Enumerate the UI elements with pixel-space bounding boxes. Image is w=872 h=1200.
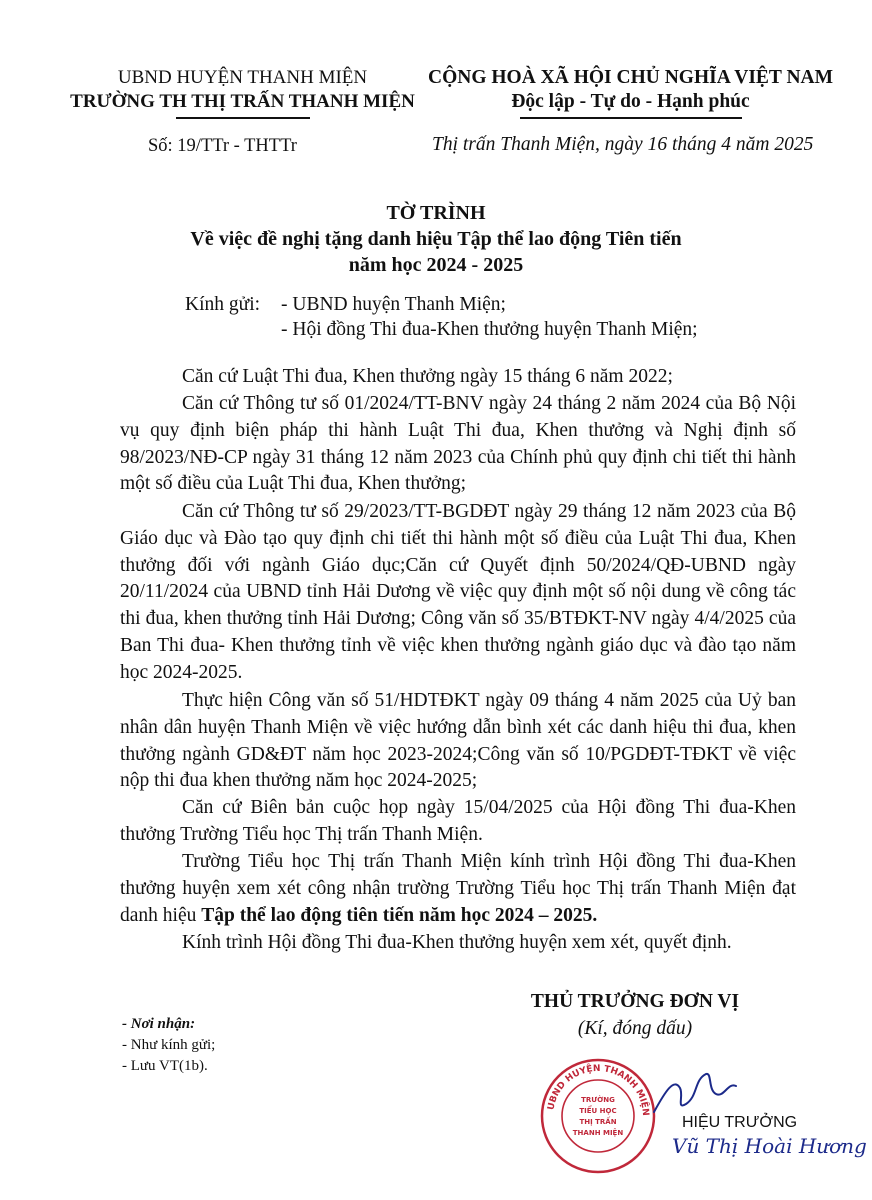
recipient-1: - UBND huyện Thanh Miện;	[281, 294, 506, 315]
org-line-1: UBND HUYỆN THANH MIỆN	[117, 67, 368, 88]
receivers-block	[122, 1014, 215, 1077]
award-title: Tập thể lao động tiên tiến năm học 2024 – 2025.	[201, 904, 598, 926]
issuing-organization	[55, 66, 430, 119]
stamp-ring-text: UBND HUYỆN THANH MIỆN	[546, 1063, 651, 1117]
paragraph-2: Căn cứ Thông tư số 01/2024/TT-BNV ngày 24 tháng 2 năm 2024 của Bộ Nội vụ quy định biện pháp thi hành Luật Thi đua, Khen thưởng và Nghị định số 98/2023/NĐ-CP ngày 31 tháng 12 năm 2023 của Chính phủ quy định chi tiết thi hành một số điều của Luật Thi đua, Khen thưởng;	[120, 393, 796, 495]
signature-block	[480, 988, 790, 1042]
org-line-2: TRƯỜNG TH THỊ TRẤN THANH MIỆN	[70, 91, 415, 112]
recipients-label: Kính gửi:	[185, 294, 261, 315]
paragraph-5: Căn cứ Biên bản cuộc họp ngày 15/04/2025 của Hội đồng Thi đua-Khen thưởng Trường Tiểu học Thị trấn Thanh Miện.	[120, 797, 796, 845]
org-underline	[176, 117, 310, 119]
paragraph-4: Thực hiện Công văn số 51/HDTĐKT ngày 09 tháng 4 năm 2025 của Uỷ ban nhân dân huyện Thanh Miện về việc hướng dẫn bình xét các danh hiệu thi đua, khen thưởng ngành GD&ĐT năm học 2023-2024;Công văn số 10/PGDĐT-TĐKT về việc nộp thi đua khen thưởng năm học 2024-2025;	[120, 690, 796, 792]
document-number: Số: 19/TTr - THTTr	[148, 136, 297, 156]
nation-line-2: Độc lập - Tự do - Hạnh phúc	[511, 91, 750, 112]
receivers-label: - Nơi nhận:	[122, 1016, 196, 1032]
paragraph-6: Trường Tiểu học Thị trấn Thanh Miện kính trình Hội đồng Thi đua-Khen thưởng huyện xem xét công nhận trường Trường Tiểu học Thị trấn Thanh Miện đạt danh hiệu Tập thể lao động tiên tiến năm học 2024 – 2025.	[120, 851, 796, 926]
document-title-block	[0, 200, 872, 278]
stamp-line-1: TRƯỜNG	[581, 1096, 615, 1104]
signature-note: (Kí, đóng dấu)	[577, 1018, 693, 1039]
recipient-2: - Hội đồng Thi đua-Khen thưởng huyện Thanh Miện;	[281, 319, 698, 340]
stamp-line-3: THỊ TRẤN	[579, 1118, 617, 1126]
stamp-center	[573, 1095, 624, 1137]
place-date: Thị trấn Thanh Miện, ngày 16 tháng 4 năm 2025	[432, 134, 814, 155]
document-subject-2: năm học 2024 - 2025	[348, 254, 524, 276]
signer-position: HIỆU TRƯỞNG	[682, 1114, 798, 1131]
stamp-line-2: TIỂU HỌC	[579, 1107, 617, 1115]
signer-name: Vũ Thị Hoài Hương	[672, 1134, 867, 1158]
document-title: TỜ TRÌNH	[386, 202, 486, 224]
official-stamp	[538, 1056, 658, 1176]
national-motto	[418, 66, 843, 119]
receiver-2: - Lưu VT(1b).	[122, 1058, 208, 1074]
document-subject-1: Về việc đề nghị tặng danh hiệu Tập thể lao động Tiên tiến	[190, 228, 682, 250]
motto-underline	[520, 117, 742, 119]
receiver-1: - Như kính gửi;	[122, 1037, 216, 1053]
nation-line-1: CỘNG HOÀ XÃ HỘI CHỦ NGHĨA VIỆT NAM	[427, 67, 834, 88]
stamp-line-4: THANH MIỆN	[572, 1129, 624, 1137]
paragraph-3: Căn cứ Thông tư số 29/2023/TT-BGDĐT ngày 29 tháng 12 năm 2023 của Bộ Giáo dục và Đào tạo quy định chi tiết thi hành một số điều của Luật Thi đua, Khen thưởng đối với ngành Giáo dục;Căn cứ Quyết định 50/2024/QĐ-UBND ngày 20/11/2024 của UBND tỉnh Hải Dương về việc quy định một số nội dung về công tác thi đua, khen thưởng tỉnh Hải Dương; Công văn số 35/BTĐKT-NV ngày 4/4/2025 của Ban Thi đua- Khen thưởng tỉnh về việc khen thưởng ngành giáo dục và đào tạo năm học 2024-2025.	[120, 501, 796, 683]
paragraph-1: Căn cứ Luật Thi đua, Khen thưởng ngày 15 tháng 6 năm 2022;	[182, 366, 673, 387]
signer-title: THỦ TRƯỞNG ĐƠN VỊ	[530, 991, 740, 1012]
paragraph-7: Kính trình Hội đồng Thi đua-Khen thưởng huyện xem xét, quyết định.	[182, 932, 732, 953]
